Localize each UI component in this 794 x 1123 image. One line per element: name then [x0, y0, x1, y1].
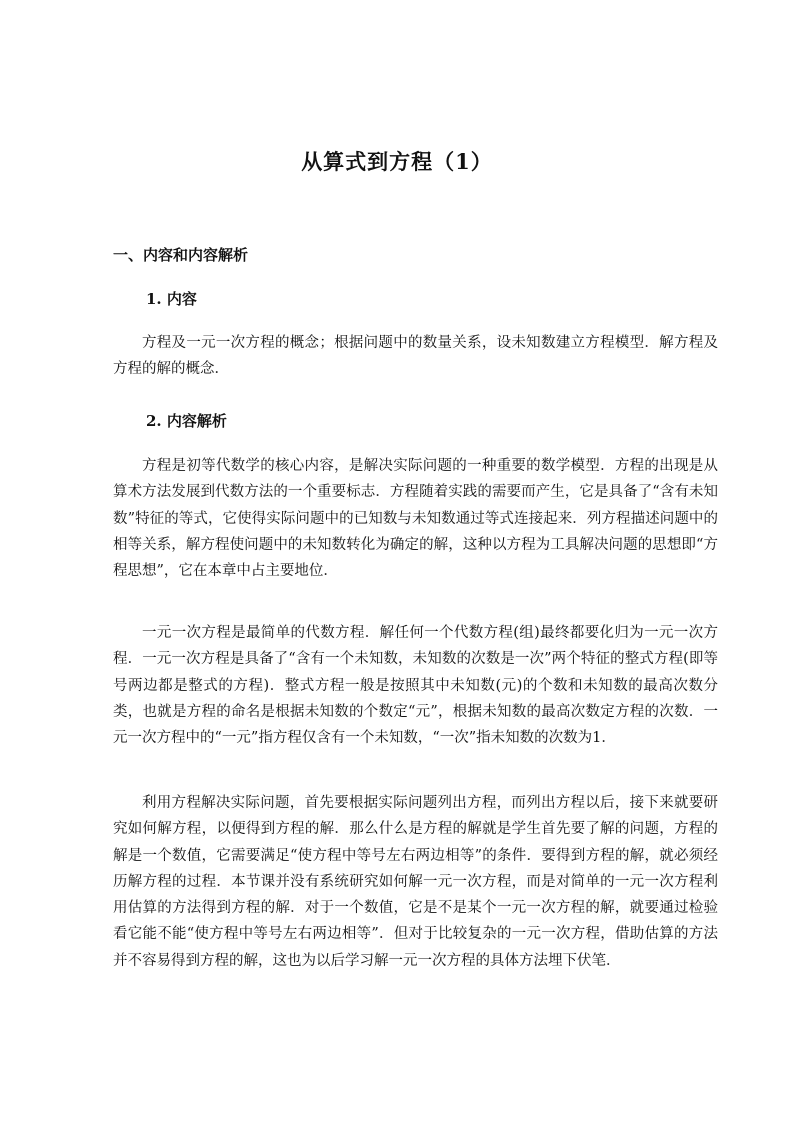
paragraph-analysis-3: 利用方程解决实际问题，首先要根据实际问题列出方程，而列出方程以后，接下来就要研究如何解方程，以便得到方程的解．那么什么是方程的解就是学生首先要了解的问题，方程的解是一个数值，它需要满足“使方程中等号左右两边相等”的条件．要得到方程的解，就必须经历解方程的过程．本节课并没有系统研究如何解一元一次方程，而是对简单的一元一次方程利用估算的方法得到方程的解．对于一个数值，它是不是某个一元一次方程的解，就要通过检验看它能不能“使方程中等号左右两边相等”．但对于比较复杂的一元一次方程，借助估算的方法并不容易得到方程的解，这也为以后学习解一元一次方程的具体方法埋下伏笔． [113, 795, 718, 969]
sub-heading-content: 1. 内容 [146, 290, 197, 308]
section-heading: 一、内容和内容解析 [113, 246, 249, 264]
paragraph-analysis-1: 方程是初等代数学的核心内容，是解决实际问题的一种重要的数学模型．方程的出现是从算术方法发展到代数方法的一个重要标志．方程随着实践的需要而产生，它是具备了“含有未知数”特征的等式，它使得实际问题中的已知数与未知数通过等式连接起来．列方程描述问题中的相等关系，解方程使问题中的未知数转化为确定的解，这种以方程为工具解决问题的思想即“方程思想”，它在本章中占主要地位． [113, 458, 718, 580]
paragraph-analysis-2: 一元一次方程是最简单的代数方程．解任何一个代数方程(组)最终都要化归为一元一次方程．一元一次方程是具备了“含有一个未知数，未知数的次数是一次”两个特征的整式方程(即等号两边都是整式的方程)．整式方程一般是按照其中未知数(元)的个数和未知数的最高次数分类，也就是方程的命名是根据未知数的个数定“元”，根据未知数的最高次数定方程的次数．一元一次方程中的“一元”指方程仅含有一个未知数，“一次”指未知数的次数为1． [113, 625, 718, 747]
sub-heading-analysis: 2. 内容解析 [146, 412, 227, 430]
paragraph-content: 方程及一元一次方程的概念；根据问题中的数量关系，设未知数建立方程模型．解方程及方程的解的概念． [113, 335, 718, 378]
page-title: 从算式到方程（1） [301, 149, 493, 174]
